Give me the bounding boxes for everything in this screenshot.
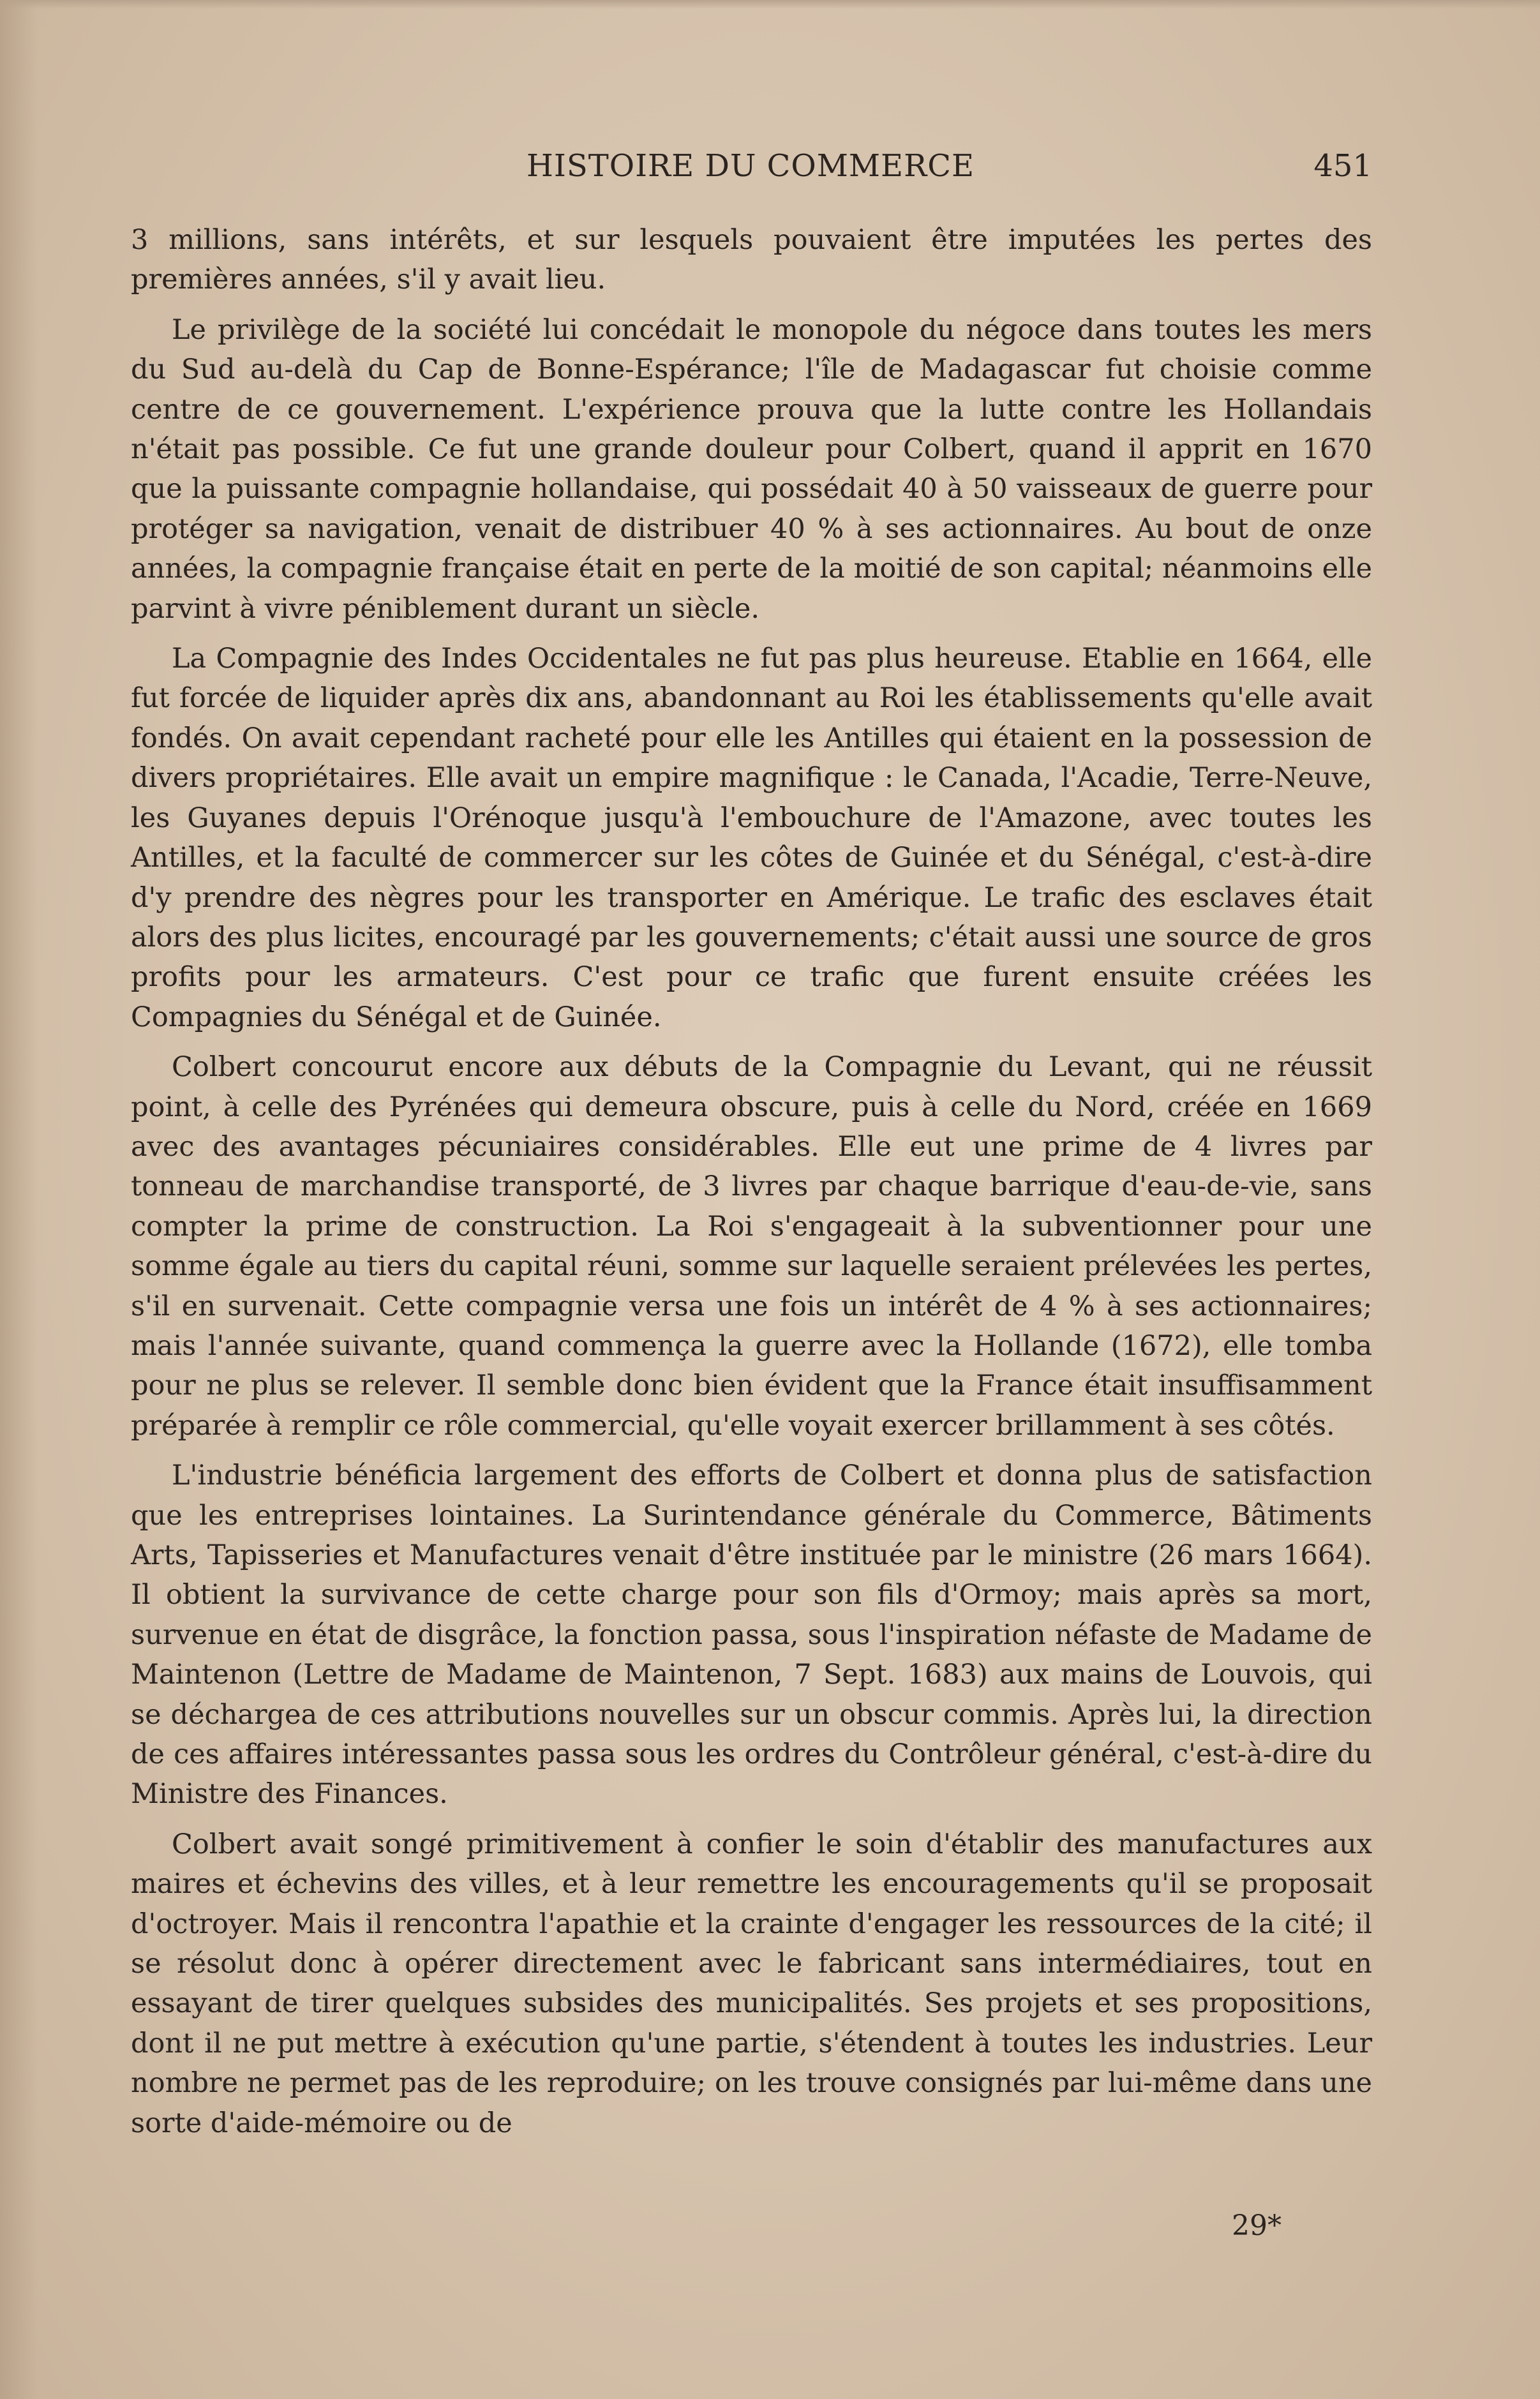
paragraph-manufactures: Colbert avait songé primitivement à confier le soin d'établir des manufactures aux maires et échevins des villes, et à leur remettre les encouragements qu'il se proposait d'octroyer. Mais il rencontra l'apathie et la crainte d'engager les ressources de la cité; il se résolut donc à opérer directement avec le fabricant sans intermédiaires, tout en essayant de tirer quelques subsides des municipalités. Ses projets et ses propositions, dont il ne put mettre à exécution qu'une partie, s'étendent à toutes les industries. Leur nombre ne permet pas de les reproduire; on les trouve consignés par lui-même dans une sorte d'aide-mémoire ou de — [131, 1828, 1372, 2139]
signature-mark: 29* — [1232, 2209, 1282, 2242]
paragraph-levant-north-companies: Colbert concourut encore aux débuts de la Compagnie du Levant, qui ne réussit point, à celle des Pyrénées qui demeura obscure, puis à celle du Nord, créée en 1669 avec des avantages pécuniaires considérables. Elle eut une prime de 4 livres par tonneau de marchandise transporté, de 3 livres par chaque barrique d'eau-de-vie, sans compter la prime de construction. La Roi s'engageait à la subventionner pour une somme égale au tiers du capital réuni, somme sur laquelle seraient prélevées les pertes, s'il en survenait. Cette compagnie versa une fois un intérêt de 4 % à ses actionnaires; mais l'année suivante, quand commença la guerre avec la Hollande (1672), elle tomba pour ne plus se relever. Il semble donc bien évident que la France était insuffisamment préparée à remplir ce rôle commercial, qu'elle voyait exercer brillamment à ses côtés. — [131, 1051, 1372, 1442]
page-left-edge — [0, 0, 38, 2399]
page-number: 451 — [1313, 148, 1372, 184]
body-text — [131, 220, 1372, 2143]
paragraph-east-india-company: Le privilège de la société lui concédait le monopole du négoce dans toutes les mers du Sud au-delà du Cap de Bonne-Espérance; l'île de Madagascar fut choisie comme centre de ce gouvernement. L'expérience prouva que la lutte contre les Hollandais n'était pas possible. Ce fut une grande douleur pour Colbert, quand il apprit en 1670 que la puissante compagnie hollandaise, qui possédait 40 à 50 vaisseaux de guerre pour protéger sa navigation, venait de distribuer 40 % à ses actionnaires. Au bout de onze années, la compagnie française était en perte de la moitié de son capital; néanmoins elle parvint à vivre péniblement durant un siècle. — [131, 313, 1372, 625]
paragraph-industry: L'industrie bénéficia largement des efforts de Colbert et donna plus de satisfaction que les entreprises lointaines. La Surintendance générale du Commerce, Bâtiments Arts, Tapisseries et Manufactures venait d'être instituée par le ministre (26 mars 1664). Il obtient la survivance de cette charge pour son fils d'Ormoy; mais après sa mort, survenue en état de disgrâce, la fonction passa, sous l'inspiration néfaste de Madame de Maintenon (Lettre de Madame de Maintenon, 7 Sept. 1683) aux mains de Louvois, qui se déchargea de ces attributions nouvelles sur un obscur commis. Après lui, la direction de ces affaires intéressantes passa sous les ordres du Contrôleur général, c'est-à-dire du Ministre des Finances. — [131, 1460, 1372, 1811]
running-title: HISTOIRE DU COMMERCE — [527, 148, 975, 184]
paragraph-continued: 3 millions, sans intérêts, et sur lesquels pouvaient être imputées les pertes des premières années, s'il y avait lieu. — [131, 224, 1372, 296]
paragraph-west-india-company: La Compagnie des Indes Occidentales ne fut pas plus heureuse. Etablie en 1664, elle fut forcée de liquider après dix ans, abandonnant au Roi les établissements qu'elle avait fondés. On avait cependant racheté pour elle les Antilles qui étaient en la possession de divers propriétaires. Elle avait un empire magnifique : le Canada, l'Acadie, Terre-Neuve, les Guyanes depuis l'Orénoque jusqu'à l'embouchure de l'Amazone, avec toutes les Antilles, et la faculté de commercer sur les côtes de Guinée et du Sénégal, c'est-à-dire d'y prendre des nègres pour les transporter en Amérique. Le trafic des esclaves était alors des plus licites, encouragé par les gouvernements; c'était aussi une source de gros profits pour les armateurs. C'est pour ce trafic que furent ensuite créées les Compagnies du Sénégal et de Guinée. — [131, 643, 1372, 1033]
page-top-edge — [0, 0, 1540, 9]
page-header — [131, 148, 1372, 193]
